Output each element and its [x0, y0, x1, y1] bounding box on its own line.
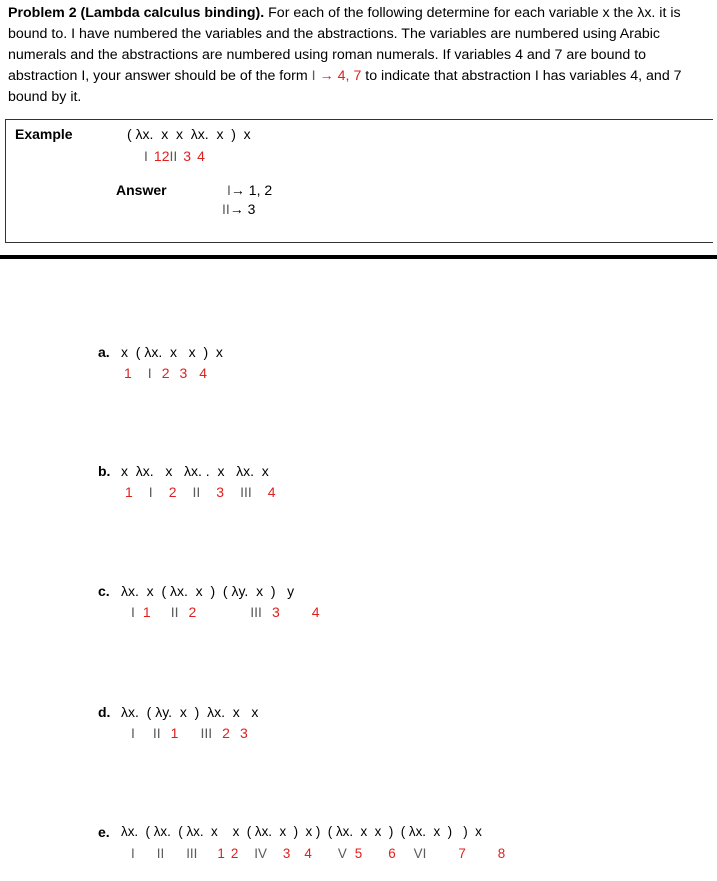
- problem-abstraction-numeral: III: [250, 604, 262, 620]
- example-variable-number: 4: [197, 148, 205, 164]
- form-nums: 4, 7: [337, 68, 362, 84]
- answer-label: Answer: [116, 182, 167, 198]
- problem-abstraction-numeral: II: [152, 725, 161, 741]
- problem-variable-number: 4: [311, 604, 320, 620]
- problem-title: Problem 2 (Lambda calculus binding).: [8, 5, 265, 21]
- answer-arrow-2: →: [229, 201, 244, 217]
- problem-variable-number: 4: [304, 846, 312, 861]
- problem-tail: to indicate that abstraction I has variables 4, and 7 bound by it.: [8, 68, 682, 105]
- problem-variable-number: 4: [267, 484, 276, 500]
- problem-variable-number: 3: [271, 604, 280, 620]
- problem-variable-number: 1: [142, 604, 151, 620]
- problem-variable-number: 1: [170, 725, 179, 741]
- form-arrow: →: [319, 68, 334, 84]
- example-box: [5, 119, 713, 243]
- problem-variable-number: 6: [388, 846, 396, 861]
- problem-abstraction-numeral: II: [156, 846, 165, 861]
- divider-rule: [0, 255, 717, 259]
- problem-a-label: a.: [98, 344, 110, 360]
- problem-variable-number: 3: [239, 725, 248, 741]
- answer-nums-1: 1, 2: [248, 182, 273, 198]
- problem-d-label: d.: [98, 704, 111, 720]
- example-expression: ( λx. x x λx. x ) x: [127, 126, 251, 142]
- problem-abstraction-numeral: II: [170, 604, 179, 620]
- problem-a-expression: x ( λx. x x ) x: [121, 344, 223, 360]
- problem-intro: [8, 3, 708, 108]
- problem-variable-number: 2: [188, 604, 197, 620]
- problem-abstraction-numeral: V: [337, 846, 347, 861]
- example-numbering: [144, 148, 205, 164]
- problem-abstraction-numeral: III: [240, 484, 252, 500]
- problem-variable-number: 1: [217, 846, 225, 861]
- example-variable-number: 2: [161, 148, 170, 164]
- problem-abstraction-numeral: I: [131, 604, 135, 620]
- problem-e-expression: λx. ( λx. ( λx. x x ( λx. x ) x ) ( λx. x x ) ( λx. x ) ) x: [121, 824, 482, 839]
- problem-b-expression: x λx. x λx. . x λx. x: [121, 463, 269, 479]
- problem-variable-number: 2: [161, 365, 170, 381]
- form-roman: I: [311, 68, 316, 84]
- problem-b-numbering: [125, 484, 276, 500]
- problem-variable-number: 8: [497, 846, 506, 861]
- answer-arrow-1: →: [230, 182, 245, 198]
- problem-variable-number: 5: [354, 846, 363, 861]
- answer-line-1: [227, 182, 272, 198]
- problem-abstraction-numeral: I: [131, 846, 135, 861]
- example-variable-number: 3: [183, 148, 192, 164]
- problem-e-label: e.: [98, 824, 110, 840]
- problem-d-numbering: [131, 725, 248, 741]
- answer-nums-2: 3: [247, 201, 256, 217]
- problem-variable-number: 3: [179, 365, 188, 381]
- problem-variable-number: 7: [458, 846, 466, 861]
- problem-e-numbering: [131, 846, 505, 861]
- example-abstraction-numeral: I: [144, 148, 148, 164]
- answer-roman-2: II: [222, 201, 230, 217]
- problem-variable-number: 2: [230, 846, 239, 861]
- problem-c-expression: λx. x ( λx. x ) ( λy. x ) y: [121, 583, 295, 599]
- problem-abstraction-numeral: I: [131, 725, 135, 741]
- problem-abstraction-numeral: III: [186, 846, 198, 861]
- example-label: Example: [15, 126, 73, 142]
- example-abstraction-numeral: II: [169, 148, 178, 164]
- problem-variable-number: 2: [222, 725, 230, 741]
- problem-variable-number: 3: [216, 484, 225, 500]
- problem-b-label: b.: [98, 463, 111, 479]
- problem-a-numbering: [124, 365, 207, 381]
- answer-roman-1: I: [227, 182, 231, 198]
- problem-c-label: c.: [98, 583, 110, 599]
- problem-abstraction-numeral: III: [200, 725, 213, 741]
- problem-variable-number: 1: [124, 365, 132, 381]
- problem-c-numbering: [131, 604, 320, 620]
- problem-d-expression: λx. ( λy. x ) λx. x x: [121, 704, 259, 720]
- problem-abstraction-numeral: I: [148, 484, 153, 500]
- problem-variable-number: 2: [168, 484, 177, 500]
- answer-line-2: [222, 201, 255, 217]
- problem-text: For each of the following determine for each variable x the λx. it is bound to. I have numbered the variables and the abstractions. The variables are numbered using Arabic numerals and the abstractions are numbered using roman numerals. If variables 4 and 7 are bound to abstraction I, your answer should be of the form: [8, 5, 681, 84]
- problem-variable-number: 4: [199, 365, 208, 381]
- problem-variable-number: 3: [282, 846, 291, 861]
- problem-variable-number: 1: [125, 484, 133, 500]
- example-variable-number: 1: [153, 148, 162, 164]
- problem-abstraction-numeral: II: [192, 484, 201, 500]
- problem-abstraction-numeral: I: [147, 365, 152, 381]
- problem-abstraction-numeral: VI: [413, 846, 427, 861]
- problem-abstraction-numeral: IV: [254, 846, 267, 861]
